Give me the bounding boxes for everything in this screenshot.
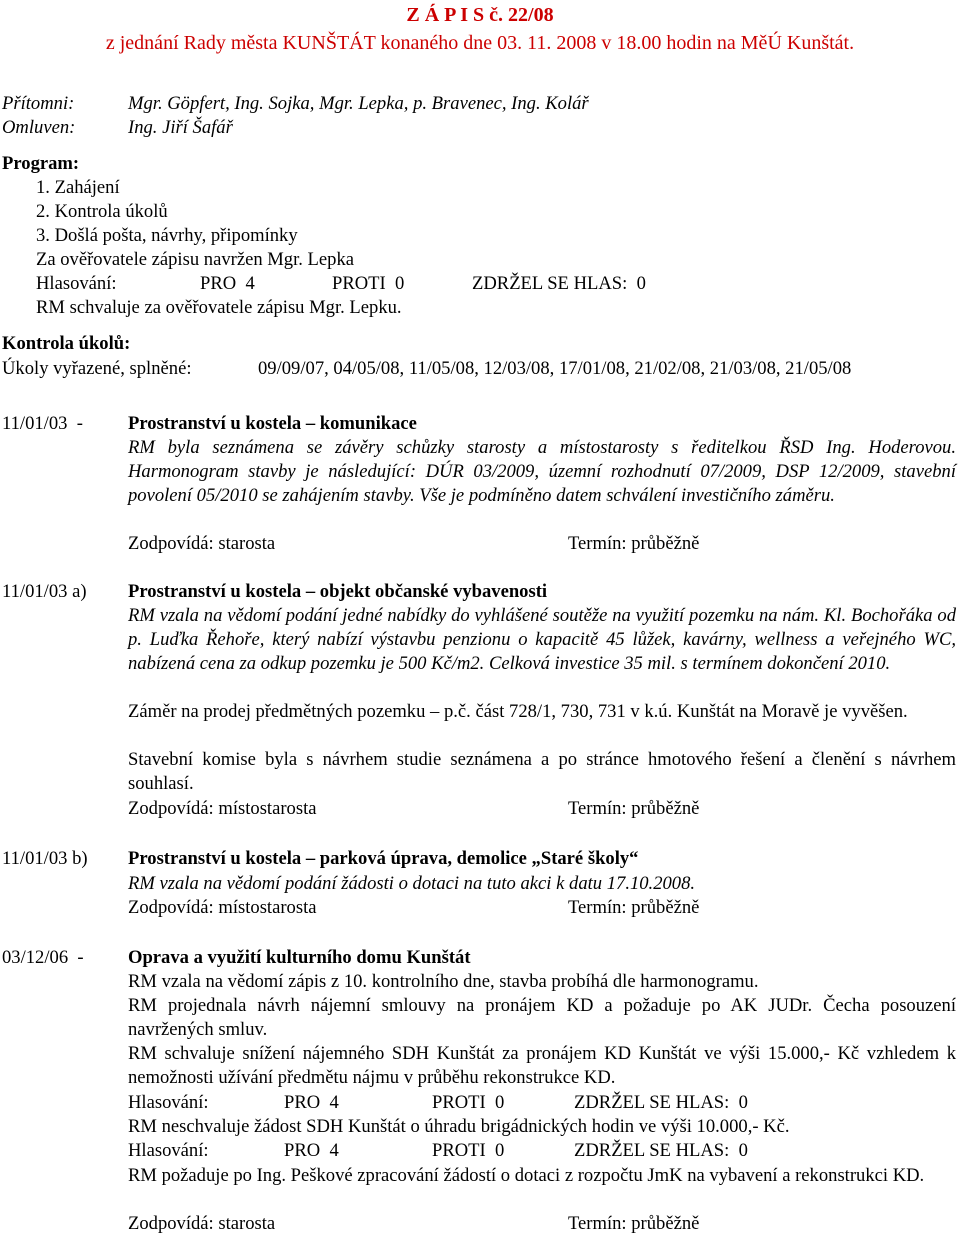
task-text: Stavební komise byla s návrhem studie seznámena a po stránce hmotového řešení a členění s návrhem souhlasí. (128, 749, 956, 794)
task-term: Termín: průběžně (568, 897, 700, 918)
task-code: 11/01/03 b) (2, 848, 88, 869)
task-text: RM vzala na vědomí podání žádosti o dotaci na tuto akci k datu 17.10.2008. (128, 873, 696, 894)
task-term: Termín: průběžně (568, 533, 700, 554)
task-text: Záměr na prodej předmětných pozemku – p.č. část 728/1, 730, 731 v k.ú. Kunštát na Moravě je vyvěšen. (128, 701, 908, 722)
program-item: 1. Zahájení (36, 177, 120, 198)
present-list: Mgr. Göpfert, Ing. Sojka, Mgr. Lepka, p. Bravenec, Ing. Kolář (128, 93, 589, 114)
vote-pro: PRO 4 (200, 273, 255, 294)
vote-pro: PRO 4 (284, 1092, 339, 1113)
vote-pro: PRO 4 (284, 1140, 339, 1161)
task-text: RM vzala na vědomí podání jedné nabídky do vyhlášené soutěže na využití pozemku na nám. Kl. Bochořáka od p. Luďka Řehoře, který nabízí výstavbu penzionu o kapacitě 45 lůžek, kavárny, wellness a veřejného WC, nabízená cena za odkup pozemku je 500 Kč/m2. Celková investice 35 mil. s termínem dokončení 2010. (128, 605, 956, 674)
task-code: 11/01/03 - (2, 413, 83, 434)
vote-proti: PROTI 0 (332, 273, 405, 294)
excused-list: Ing. Jiří Šafář (128, 117, 233, 138)
program-item: 3. Došlá pošta, návrhy, připomínky (36, 225, 298, 246)
task-term: Termín: průběžně (568, 798, 700, 819)
task-text: RM vzala na vědomí zápis z 10. kontrolního dne, stavba probíhá dle harmonogramu. (128, 971, 759, 992)
task-code: 03/12/06 - (2, 947, 84, 968)
vote-abstain: ZDRŽEL SE HLAS: 0 (472, 273, 646, 294)
vote-abstain: ZDRŽEL SE HLAS: 0 (574, 1140, 748, 1161)
done-list: 09/09/07, 04/05/08, 11/05/08, 12/03/08, 17/01/08, 21/02/08, 21/03/08, 21/05/08 (258, 358, 852, 379)
vote-abstain: ZDRŽEL SE HLAS: 0 (574, 1092, 748, 1113)
task-code: 11/01/03 a) (2, 581, 87, 602)
verifier-line: Za ověřovatele zápisu navržen Mgr. Lepka (36, 249, 355, 270)
task-responsible: Zodpovídá: starosta (128, 533, 276, 554)
program-item: 2. Kontrola úkolů (36, 201, 168, 222)
task-title: Prostranství u kostela – parková úprava, demolice „Staré školy“ (128, 848, 639, 869)
done-label: Úkoly vyřazené, splněné: (2, 358, 192, 379)
task-text: RM projednala návrh nájemní smlouvy na pronájem KD a požaduje po AK JUDr. Čecha posouzení navržených smluv. (128, 995, 956, 1040)
document-subtitle: z jednání Rady města KUNŠTÁT konaného dne 03. 11. 2008 v 18.00 hodin na MěÚ Kunštát. (105, 32, 855, 54)
task-title: Prostranství u kostela – komunikace (128, 413, 417, 434)
task-title: Oprava a využití kulturního domu Kunštát (128, 947, 471, 968)
task-text: RM schvaluje snížení nájemného SDH Kunštát za pronájem KD Kunštát ve výši 15.000,- Kč vzhledem k nemožnosti užívání předmětu nájmu v průběhu rekonstrukce KD. (128, 1043, 956, 1088)
control-heading: Kontrola úkolů: (2, 333, 131, 354)
task-text: RM neschvaluje žádost SDH Kunštát o úhradu brigádnických hodin ve výši 10.000,- Kč. (128, 1116, 790, 1137)
task-text: RM požaduje po Ing. Peškové zpracování žádostí o dotaci z rozpočtu JmK na vybavení a rekonstrukci KD. (128, 1165, 925, 1186)
vote-proti: PROTI 0 (432, 1140, 505, 1161)
vote-proti: PROTI 0 (432, 1092, 505, 1113)
task-term: Termín: průběžně (568, 1213, 700, 1234)
task-title: Prostranství u kostela – objekt občanské vybavenosti (128, 581, 548, 602)
task-responsible: Zodpovídá: starosta (128, 1213, 276, 1234)
vote-label: Hlasování: (128, 1140, 209, 1161)
task-responsible: Zodpovídá: místostarosta (128, 798, 317, 819)
task-responsible: Zodpovídá: místostarosta (128, 897, 317, 918)
excused-label: Omluven: (2, 117, 76, 138)
vote-label: Hlasování: (128, 1092, 209, 1113)
program-heading: Program: (2, 153, 80, 174)
vote-label: Hlasování: (36, 273, 117, 294)
verifier-approval: RM schvaluje za ověřovatele zápisu Mgr. Lepku. (36, 297, 402, 318)
task-text: RM byla seznámena se závěry schůzky starosty a místostarosty s ředitelkou ŘSD Ing. Hoderovou. Harmonogram stavby je následující: DÚR 03/2009, územní rozhodnutí 07/2009, DSP 12/2009, stavební povolení 05/2010 se zahájením stavby. Vše je podmíněno datem schválení investičního záměru. (128, 437, 956, 506)
document-title: Z Á P I S č. 22/08 (406, 4, 554, 26)
present-label: Přítomni: (2, 93, 75, 114)
